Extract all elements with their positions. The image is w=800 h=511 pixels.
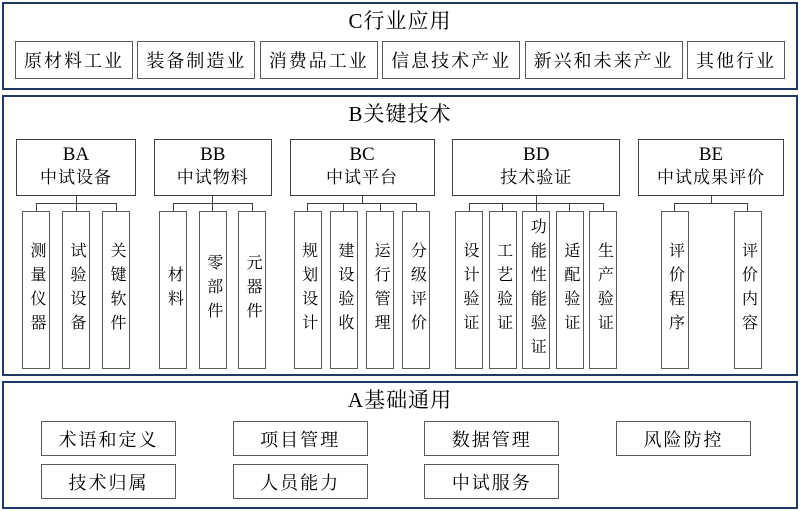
tech-item-box: 材料 [159, 211, 187, 369]
group-name: 技术验证 [500, 168, 573, 187]
connector-line [232, 203, 271, 211]
section-general-basics [2, 381, 798, 509]
tech-item-cell [193, 211, 232, 369]
tech-items-row [154, 211, 272, 369]
tech-group-bc [290, 139, 435, 369]
tech-items-row [16, 211, 136, 369]
group-name: 中试物料 [176, 168, 249, 187]
connector-line [96, 203, 136, 211]
tech-items-row [290, 211, 435, 369]
group-code: BE [698, 144, 724, 166]
connector-line [519, 203, 553, 211]
tech-item-box: 零部件 [199, 211, 227, 369]
tech-item-cell [232, 211, 271, 369]
industry-item-box: 原材料工业 [15, 41, 133, 79]
tech-group-ba [16, 139, 136, 369]
tech-item-cell [553, 211, 587, 369]
tech-item-box: 评价内容 [734, 211, 762, 369]
connector-line [154, 203, 193, 211]
tree-connector [290, 196, 435, 211]
connector-line [638, 203, 711, 211]
group-header-box [154, 139, 272, 196]
tree-connector [16, 196, 136, 211]
connector-line [553, 203, 587, 211]
tech-item-box: 规划设计 [294, 211, 322, 369]
tech-item-box: 运行管理 [366, 211, 394, 369]
group-header-box [16, 139, 136, 196]
connector-line [486, 203, 520, 211]
tech-item-cell [96, 211, 136, 369]
tech-item-cell [398, 211, 434, 369]
connector-line [398, 203, 434, 211]
industry-item-box: 信息技术产业 [382, 41, 520, 79]
tech-item-cell [16, 211, 56, 369]
tech-item-box: 分级评价 [402, 211, 430, 369]
section-a-title: A基础通用 [347, 388, 453, 412]
tech-item-box: 建设验收 [330, 211, 358, 369]
tech-items-row [638, 211, 784, 369]
industry-item-box: 其他行业 [687, 41, 785, 79]
tech-item-cell [56, 211, 96, 369]
group-code: BD [523, 144, 550, 166]
connector-line [587, 203, 621, 211]
general-item-box: 项目管理 [233, 421, 368, 456]
general-items-grid [4, 421, 796, 499]
tech-item-cell [290, 211, 326, 369]
general-item-box: 中试服务 [424, 464, 559, 499]
section-c-title: C行业应用 [348, 9, 452, 33]
general-item-box: 风险防控 [616, 421, 751, 456]
section-b-title: B关键技术 [348, 102, 452, 126]
group-header-box [290, 139, 435, 196]
connector-line [56, 203, 96, 211]
connector-line [193, 203, 232, 211]
connector-line [290, 203, 326, 211]
tech-item-cell [711, 211, 784, 369]
tech-item-box: 评价程序 [661, 211, 689, 369]
connector-line [362, 203, 398, 211]
general-item-box: 术语和定义 [41, 421, 176, 456]
tech-item-cell [154, 211, 193, 369]
tree-connector [452, 196, 620, 211]
group-code: BB [200, 144, 226, 166]
group-name: 中试设备 [40, 168, 112, 187]
connector-line [452, 203, 486, 211]
tech-item-cell [638, 211, 711, 369]
industry-item-box: 装备制造业 [137, 41, 255, 79]
section-key-technologies [2, 95, 798, 376]
tech-items-row [452, 211, 620, 369]
section-industry-applications [2, 2, 798, 90]
tech-item-cell [362, 211, 398, 369]
tree-connector [638, 196, 784, 211]
tech-item-box: 工艺验证 [489, 211, 517, 369]
industry-item-box: 新兴和未来产业 [525, 41, 683, 79]
connector-lines [452, 203, 620, 211]
tech-item-cell [486, 211, 520, 369]
tech-item-cell [452, 211, 486, 369]
connector-lines [290, 203, 435, 211]
industry-item-box: 消费品工业 [260, 41, 378, 79]
connector-line [16, 203, 56, 211]
tech-item-cell [326, 211, 362, 369]
tech-group-bd [452, 139, 620, 369]
tech-item-box: 试验设备 [62, 211, 90, 369]
tech-item-box: 元器件 [238, 211, 266, 369]
tech-item-box: 功能性能验证 [522, 211, 550, 369]
group-name: 中试平台 [326, 168, 398, 187]
group-name: 中试成果评价 [657, 168, 765, 187]
general-item-box: 数据管理 [424, 421, 559, 456]
connector-line [326, 203, 362, 211]
group-code: BA [62, 144, 90, 166]
connector-lines [154, 203, 272, 211]
general-item-box: 人员能力 [233, 464, 368, 499]
tech-group-be [638, 139, 784, 369]
tech-item-box: 测量仪器 [22, 211, 50, 369]
tech-item-cell [587, 211, 621, 369]
connector-lines [638, 203, 784, 211]
group-header-box [452, 139, 620, 196]
tech-item-cell [519, 211, 553, 369]
tech-item-box: 生产验证 [589, 211, 617, 369]
tech-groups-row [4, 139, 796, 369]
group-header-box [638, 139, 784, 196]
connector-line [711, 203, 784, 211]
connector-lines [16, 203, 136, 211]
group-code: BC [349, 144, 375, 166]
tech-item-box: 设计验证 [455, 211, 483, 369]
tech-group-bb [154, 139, 272, 369]
general-item-box: 技术归属 [41, 464, 176, 499]
industry-items-row [4, 41, 796, 79]
tech-item-box: 适配验证 [556, 211, 584, 369]
tech-item-box: 关键软件 [102, 211, 130, 369]
tree-connector [154, 196, 272, 211]
